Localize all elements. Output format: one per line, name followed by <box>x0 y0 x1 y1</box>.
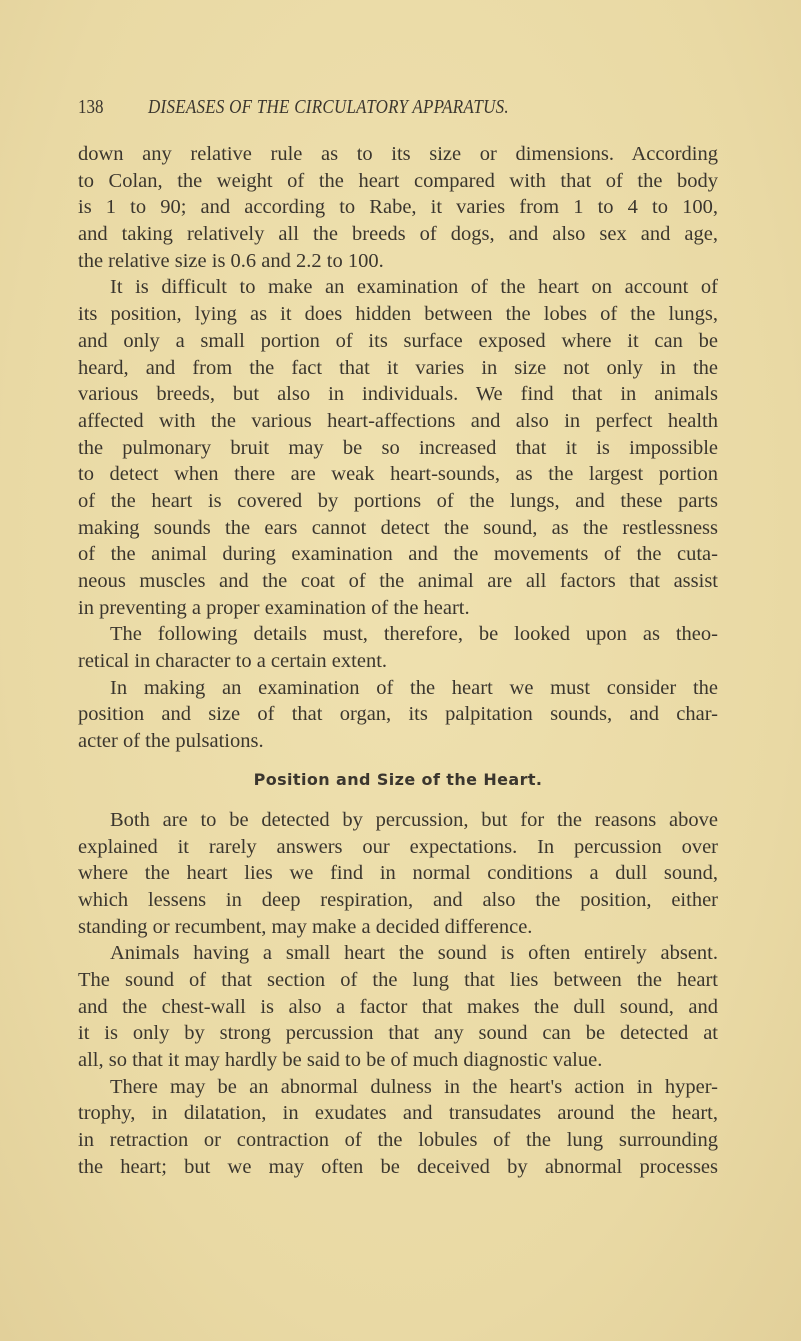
page-number: 138 <box>78 96 104 118</box>
text-line: and the chest-wall is also a factor that makes the dull sound, and <box>78 995 718 1018</box>
text-line: standing or recumbent, may make a decided difference. <box>78 915 533 938</box>
text-line: The sound of that section of the lung that lies between the heart <box>78 968 718 991</box>
text-line: the pulmonary bruit may be so increased that it is impossible <box>78 436 718 459</box>
text-line: The following details must, therefore, be looked upon as theo- <box>110 623 718 646</box>
text-line: making sounds the ears cannot detect the sound, as the restlessness <box>78 516 718 539</box>
text-line: all, so that it may hardly be said to be of much diagnostic value. <box>78 1049 603 1071</box>
text-line: explained it rarely answers our expectations. In percussion over <box>78 835 718 858</box>
text-line: to Colan, the weight of the heart compared with that of the body <box>78 169 718 192</box>
text-line: the relative size is 0.6 and 2.2 to 100. <box>78 249 384 272</box>
text-line: to detect when there are weak heart-sounds, as the largest portion <box>78 463 718 486</box>
text-line: and only a small portion of its surface exposed where it can be <box>78 329 718 352</box>
text-line: various breeds, but also in individuals. We find that in animals <box>78 383 718 406</box>
text-line: it is only by strong percussion that any sound can be detected at <box>78 1022 718 1045</box>
page-header <box>78 96 718 122</box>
text-line: trophy, in dilatation, in exudates and transudates around the heart, <box>78 1102 718 1125</box>
text-line: is 1 to 90; and according to Rabe, it varies from 1 to 4 to 100, <box>78 196 718 219</box>
text-line: retical in character to a certain extent. <box>78 650 388 673</box>
text-line: its position, lying as it does hidden between the lobes of the lungs, <box>78 303 718 326</box>
text-line: where the heart lies we find in normal conditions a dull sound, <box>78 862 718 885</box>
text-line: down any relative rule as to its size or dimensions. According <box>78 143 718 165</box>
text-line: In making an examination of the heart we must consider the <box>110 676 718 699</box>
section-1-text <box>78 141 718 755</box>
text-line: position and size of that organ, its palpitation sounds, and char- <box>78 703 718 726</box>
text-line: It is difficult to make an examination of the heart on account of <box>110 276 718 299</box>
text-line: Animals having a small heart the sound is often entirely absent. <box>110 942 718 965</box>
text-line: affected with the various heart-affections and also in perfect health <box>78 409 718 432</box>
page-body <box>78 141 718 1180</box>
section-2-text <box>78 807 718 1181</box>
text-line: and taking relatively all the breeds of dogs, and also sex and age, <box>78 223 718 246</box>
text-line: the heart; but we may often be deceived by abnormal processes <box>78 1155 718 1178</box>
running-title: DISEASES OF THE CIRCULATORY APPARATUS. <box>148 96 509 118</box>
text-line: which lessens in deep respiration, and also the position, either <box>78 888 718 911</box>
text-line: heard, and from the fact that it varies in size not only in the <box>78 356 718 379</box>
text-line: Both are to be detected by percussion, but for the reasons above <box>110 808 718 831</box>
text-line: neous muscles and the coat of the animal are all factors that assist <box>78 570 718 592</box>
text-line: There may be an abnormal dulness in the heart's action in hyper- <box>110 1075 718 1098</box>
text-line: in retraction or contraction of the lobules of the lung surrounding <box>78 1129 718 1152</box>
text-line: of the animal during examination and the movements of the cuta- <box>78 543 718 566</box>
text-line: acter of the pulsations. <box>78 730 264 753</box>
section-heading: Position and Size of the Heart. <box>253 769 543 789</box>
text-line: of the heart is covered by portions of the lungs, and these parts <box>78 489 718 512</box>
text-line: in preventing a proper examination of the heart. <box>78 596 470 619</box>
